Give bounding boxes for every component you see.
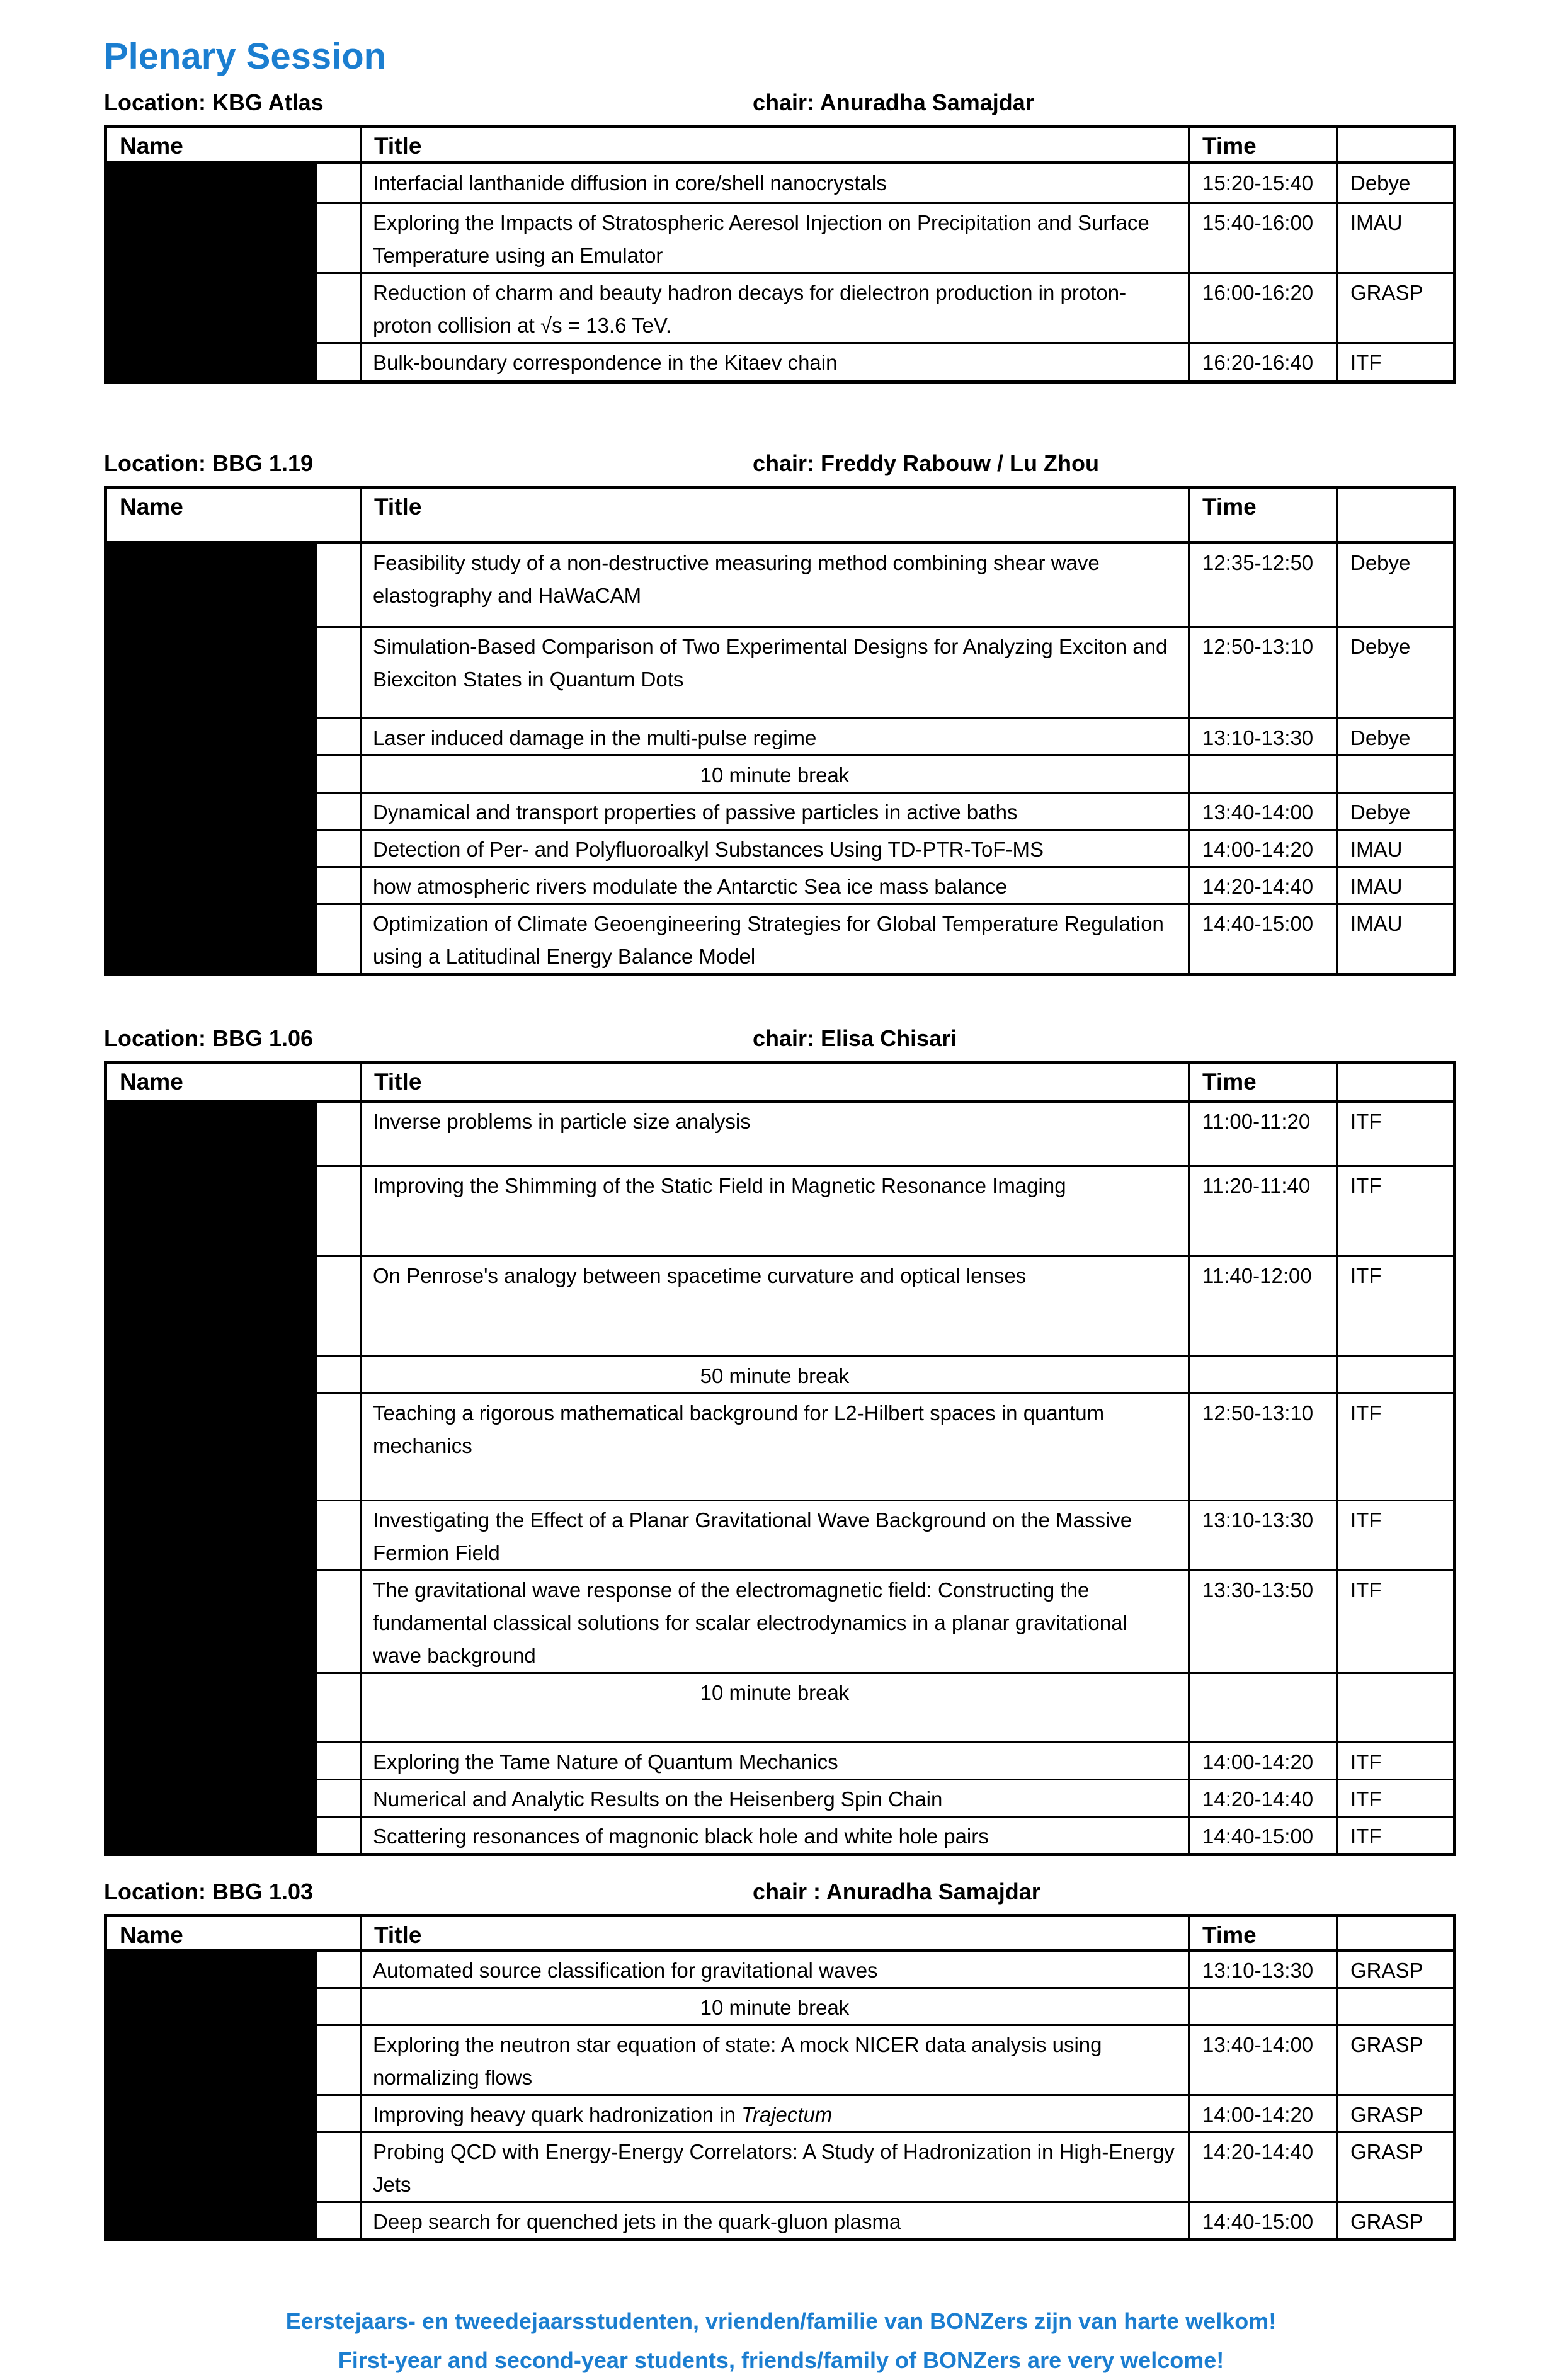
talk-institute: GRASP: [1337, 1950, 1455, 1988]
redacted-name-cell: [106, 867, 317, 904]
column-header-institute: [1337, 126, 1455, 162]
redacted-name-cell: [106, 1779, 317, 1816]
talk-time: 13:10-13:30: [1189, 1950, 1337, 1988]
name-gap-cell: [317, 1356, 361, 1393]
table-row: [106, 2202, 1455, 2240]
talk-institute: ITF: [1337, 1500, 1455, 1570]
name-gap-cell: [317, 162, 361, 203]
talk-title-prefix: Improving heavy quark hadronization in: [373, 2102, 742, 2126]
talk-time: 14:40-15:00: [1189, 2202, 1337, 2240]
talk-title: Numerical and Analytic Results on the Heisenberg Spin Chain: [361, 1779, 1189, 1816]
table-row: [106, 627, 1455, 718]
redacted-name-cell: [106, 1256, 317, 1356]
talk-institute: IMAU: [1337, 829, 1455, 867]
talk-time: 13:30-13:50: [1189, 1570, 1337, 1673]
talk-institute: GRASP: [1337, 2202, 1455, 2240]
table-row: [106, 1950, 1455, 1988]
column-header-time: Time: [1189, 1915, 1337, 1950]
name-gap-cell: [317, 792, 361, 829]
talk-institute: Debye: [1337, 542, 1455, 627]
talk-time: 12:35-12:50: [1189, 542, 1337, 627]
schedule-table-bbg-119: [104, 486, 1456, 976]
schedule-table-kbg-atlas: [104, 125, 1456, 384]
talk-time: 14:40-15:00: [1189, 1816, 1337, 1854]
table-row: [106, 1779, 1455, 1816]
redacted-name-cell: [106, 1393, 317, 1500]
name-gap-cell: [317, 1950, 361, 1988]
column-header-institute: [1337, 487, 1455, 542]
talk-title: Simulation-Based Comparison of Two Experimental Designs for Analyzing Exciton and Biexciton States in Quantum Dots: [361, 627, 1189, 718]
break-label: 10 minute break: [361, 755, 1189, 792]
break-row: [106, 755, 1455, 792]
talk-time: 11:20-11:40: [1189, 1166, 1337, 1256]
talk-institute: ITF: [1337, 1742, 1455, 1779]
talk-time: 14:20-14:40: [1189, 867, 1337, 904]
column-header-time: Time: [1189, 126, 1337, 162]
talk-title: On Penrose's analogy between spacetime curvature and optical lenses: [361, 1256, 1189, 1356]
table-row: [106, 829, 1455, 867]
talk-title: Exploring the Tame Nature of Quantum Mechanics: [361, 1742, 1189, 1779]
talk-institute: ITF: [1337, 1570, 1455, 1673]
location-label: Location: BBG 1.06: [104, 1025, 314, 1051]
table-row: [106, 542, 1455, 627]
name-gap-cell: [317, 1988, 361, 2025]
table-row: [106, 2132, 1455, 2202]
talk-time: 13:40-14:00: [1189, 792, 1337, 829]
talk-institute: IMAU: [1337, 904, 1455, 974]
location-label: Location: BBG 1.03: [104, 1878, 314, 1905]
table-row: [106, 1570, 1455, 1673]
location-label: Location: KBG Atlas: [104, 89, 324, 115]
table-row: [106, 2025, 1455, 2095]
talk-title: Automated source classification for gravitational waves: [361, 1950, 1189, 1988]
name-gap-cell: [317, 1742, 361, 1779]
session-header-kbg-atlas: [104, 88, 1453, 117]
table-row: [106, 1101, 1455, 1166]
redacted-name-cell: [106, 1950, 317, 1988]
talk-institute: Debye: [1337, 627, 1455, 718]
column-header-title: Title: [361, 1915, 1189, 1950]
welcome-line-dutch: Eerstejaars- en tweedejaarsstudenten, vrienden/familie van BONZers zijn van harte welkom!: [285, 2308, 1277, 2334]
session-header-bbg-103: [104, 1877, 1453, 1906]
table-row: [106, 1256, 1455, 1356]
name-gap-cell: [317, 1500, 361, 1570]
redacted-name-cell: [106, 1570, 317, 1673]
redacted-name-cell: [106, 203, 317, 273]
table-row: [106, 1166, 1455, 1256]
welcome-line-english: First-year and second-year students, friends/family of BONZers are very welcome!: [338, 2347, 1224, 2373]
name-gap-cell: [317, 1256, 361, 1356]
talk-institute: GRASP: [1337, 2025, 1455, 2095]
talk-title: how atmospheric rivers modulate the Antarctic Sea ice mass balance: [361, 867, 1189, 904]
column-header-institute: [1337, 1062, 1455, 1101]
redacted-name-cell: [106, 627, 317, 718]
table-row: [106, 343, 1455, 382]
talk-institute: [1337, 1988, 1455, 2025]
talk-institute: ITF: [1337, 1779, 1455, 1816]
break-label: 50 minute break: [361, 1356, 1189, 1393]
talk-institute: ITF: [1337, 1393, 1455, 1500]
break-label: 10 minute break: [361, 1988, 1189, 2025]
redacted-name-cell: [106, 718, 317, 755]
name-gap-cell: [317, 627, 361, 718]
talk-title: Teaching a rigorous mathematical background for L2-Hilbert spaces in quantum mechanics: [361, 1393, 1189, 1500]
redacted-name-cell: [106, 1673, 317, 1742]
talk-title: Dynamical and transport properties of passive particles in active baths: [361, 792, 1189, 829]
name-gap-cell: [317, 755, 361, 792]
talk-time: [1189, 1988, 1337, 2025]
talk-title: Improving the Shimming of the Static Field in Magnetic Resonance Imaging: [361, 1166, 1189, 1256]
talk-institute: GRASP: [1337, 2095, 1455, 2132]
table-header-row: [106, 1915, 1455, 1950]
table-row: [106, 1742, 1455, 1779]
column-header-institute: [1337, 1915, 1455, 1950]
table-row: [106, 1816, 1455, 1854]
talk-title-with-italic: [361, 2095, 1189, 2132]
talk-title: Deep search for quenched jets in the quark-gluon plasma: [361, 2202, 1189, 2240]
column-header-name: Name: [106, 1915, 361, 1950]
name-gap-cell: [317, 343, 361, 382]
talk-time: 15:20-15:40: [1189, 162, 1337, 203]
redacted-name-cell: [106, 1101, 317, 1166]
redacted-name-cell: [106, 2132, 317, 2202]
talk-time: 13:10-13:30: [1189, 718, 1337, 755]
talk-time: 11:40-12:00: [1189, 1256, 1337, 1356]
name-gap-cell: [317, 904, 361, 974]
redacted-name-cell: [106, 1816, 317, 1854]
name-gap-cell: [317, 1166, 361, 1256]
talk-institute: ITF: [1337, 1256, 1455, 1356]
talk-time: [1189, 1356, 1337, 1393]
talk-institute: [1337, 1673, 1455, 1742]
talk-title: Bulk-boundary correspondence in the Kitaev chain: [361, 343, 1189, 382]
page-content: [104, 37, 1453, 2241]
redacted-name-cell: [106, 755, 317, 792]
table-row: [106, 203, 1455, 273]
talk-time: 14:40-15:00: [1189, 904, 1337, 974]
name-gap-cell: [317, 1779, 361, 1816]
break-row: [106, 1988, 1455, 2025]
column-header-name: Name: [106, 126, 361, 162]
redacted-name-cell: [106, 1500, 317, 1570]
talk-title: Reduction of charm and beauty hadron decays for dielectron production in proton-proton collision at √s = 13.6 TeV.: [361, 273, 1189, 343]
redacted-name-cell: [106, 343, 317, 382]
talk-time: 13:10-13:30: [1189, 1500, 1337, 1570]
break-row: [106, 1356, 1455, 1393]
talk-institute: Debye: [1337, 718, 1455, 755]
redacted-name-cell: [106, 2025, 317, 2095]
chair-label: chair: Freddy Rabouw / Lu Zhou: [753, 450, 1100, 476]
column-header-name: Name: [106, 1062, 361, 1101]
talk-time: 13:40-14:00: [1189, 2025, 1337, 2095]
talk-title: Feasibility study of a non-destructive measuring method combining shear wave elastography and HaWaCAM: [361, 542, 1189, 627]
table-header-row: [106, 487, 1455, 542]
redacted-name-cell: [106, 1988, 317, 2025]
table-row: [106, 162, 1455, 203]
location-label: Location: BBG 1.19: [104, 450, 314, 476]
column-header-title: Title: [361, 487, 1189, 542]
redacted-name-cell: [106, 542, 317, 627]
talk-institute: GRASP: [1337, 273, 1455, 343]
table-row: [106, 1393, 1455, 1500]
name-gap-cell: [317, 2095, 361, 2132]
chair-label: chair: Anuradha Samajdar: [753, 89, 1034, 115]
talk-time: 16:00-16:20: [1189, 273, 1337, 343]
talk-institute: ITF: [1337, 343, 1455, 382]
name-gap-cell: [317, 1101, 361, 1166]
talk-title: Laser induced damage in the multi-pulse regime: [361, 718, 1189, 755]
talk-title: Inverse problems in particle size analysis: [361, 1101, 1189, 1166]
talk-institute: GRASP: [1337, 2132, 1455, 2202]
table-row: [106, 904, 1455, 974]
session-header-bbg-106: [104, 1024, 1453, 1053]
talk-institute: IMAU: [1337, 203, 1455, 273]
name-gap-cell: [317, 203, 361, 273]
table-header-row: [106, 126, 1455, 162]
name-gap-cell: [317, 2025, 361, 2095]
talk-title: Probing QCD with Energy-Energy Correlators: A Study of Hadronization in High-Energy Jets: [361, 2132, 1189, 2202]
name-gap-cell: [317, 1673, 361, 1742]
break-label: 10 minute break: [361, 1673, 1189, 1742]
talk-time: 16:20-16:40: [1189, 343, 1337, 382]
table-row: [106, 2095, 1455, 2132]
talk-institute: [1337, 1356, 1455, 1393]
talk-title: Scattering resonances of magnonic black hole and white hole pairs: [361, 1816, 1189, 1854]
session-header-bbg-119: [104, 449, 1453, 478]
talk-institute: [1337, 755, 1455, 792]
chair-label: chair : Anuradha Samajdar: [753, 1878, 1040, 1905]
table-row: [106, 1500, 1455, 1570]
redacted-name-cell: [106, 829, 317, 867]
talk-title: Interfacial lanthanide diffusion in core/shell nanocrystals: [361, 162, 1189, 203]
name-gap-cell: [317, 542, 361, 627]
redacted-name-cell: [106, 273, 317, 343]
column-header-time: Time: [1189, 1062, 1337, 1101]
talk-time: 12:50-13:10: [1189, 627, 1337, 718]
column-header-time: Time: [1189, 487, 1337, 542]
name-gap-cell: [317, 718, 361, 755]
redacted-name-cell: [106, 2095, 317, 2132]
page-title: Plenary Session: [104, 36, 387, 77]
redacted-name-cell: [106, 792, 317, 829]
redacted-name-cell: [106, 2202, 317, 2240]
table-row: [106, 867, 1455, 904]
talk-title: Investigating the Effect of a Planar Gravitational Wave Background on the Massive Fermion Field: [361, 1500, 1189, 1570]
talk-institute: Debye: [1337, 792, 1455, 829]
redacted-name-cell: [106, 904, 317, 974]
talk-institute: ITF: [1337, 1816, 1455, 1854]
talk-title: Detection of Per- and Polyfluoroalkyl Substances Using TD-PTR-ToF-MS: [361, 829, 1189, 867]
name-gap-cell: [317, 1393, 361, 1500]
table-row: [106, 273, 1455, 343]
name-gap-cell: [317, 829, 361, 867]
talk-time: 15:40-16:00: [1189, 203, 1337, 273]
talk-time: 14:20-14:40: [1189, 2132, 1337, 2202]
talk-title: Exploring the Impacts of Stratospheric Aeresol Injection on Precipitation and Surface Temperature using an Emulator: [361, 203, 1189, 273]
name-gap-cell: [317, 1570, 361, 1673]
welcome-footer: [0, 2302, 1562, 2380]
schedule-table-bbg-103: [104, 1914, 1456, 2241]
redacted-name-cell: [106, 1356, 317, 1393]
talk-title: The gravitational wave response of the electromagnetic field: Constructing the fundamental classical solutions for scalar electrodynamics in a planar gravitational wave background: [361, 1570, 1189, 1673]
name-gap-cell: [317, 2132, 361, 2202]
redacted-name-cell: [106, 1742, 317, 1779]
talk-time: 14:00-14:20: [1189, 2095, 1337, 2132]
redacted-name-cell: [106, 1166, 317, 1256]
talk-title: Optimization of Climate Geoengineering Strategies for Global Temperature Regulation using a Latitudinal Energy Balance Model: [361, 904, 1189, 974]
name-gap-cell: [317, 2202, 361, 2240]
talk-institute: IMAU: [1337, 867, 1455, 904]
name-gap-cell: [317, 867, 361, 904]
name-gap-cell: [317, 1816, 361, 1854]
chair-label: chair: Elisa Chisari: [753, 1025, 957, 1051]
schedule-page: [0, 36, 1562, 2373]
talk-time: [1189, 755, 1337, 792]
name-gap-cell: [317, 273, 361, 343]
talk-time: 14:20-14:40: [1189, 1779, 1337, 1816]
talk-institute: ITF: [1337, 1101, 1455, 1166]
column-header-title: Title: [361, 126, 1189, 162]
talk-institute: Debye: [1337, 162, 1455, 203]
column-header-name: Name: [106, 487, 361, 542]
column-header-title: Title: [361, 1062, 1189, 1101]
table-row: [106, 792, 1455, 829]
talk-time: 14:00-14:20: [1189, 829, 1337, 867]
talk-time: 14:00-14:20: [1189, 1742, 1337, 1779]
schedule-table-bbg-106: [104, 1061, 1456, 1856]
break-row: [106, 1673, 1455, 1742]
talk-title: Exploring the neutron star equation of state: A mock NICER data analysis using normalizing flows: [361, 2025, 1189, 2095]
talk-time: 12:50-13:10: [1189, 1393, 1337, 1500]
redacted-name-cell: [106, 162, 317, 203]
table-header-row: [106, 1062, 1455, 1101]
talk-title-italic-term: Trajectum: [741, 2102, 833, 2126]
talk-time: 11:00-11:20: [1189, 1101, 1337, 1166]
talk-institute: ITF: [1337, 1166, 1455, 1256]
table-row: [106, 718, 1455, 755]
talk-time: [1189, 1673, 1337, 1742]
